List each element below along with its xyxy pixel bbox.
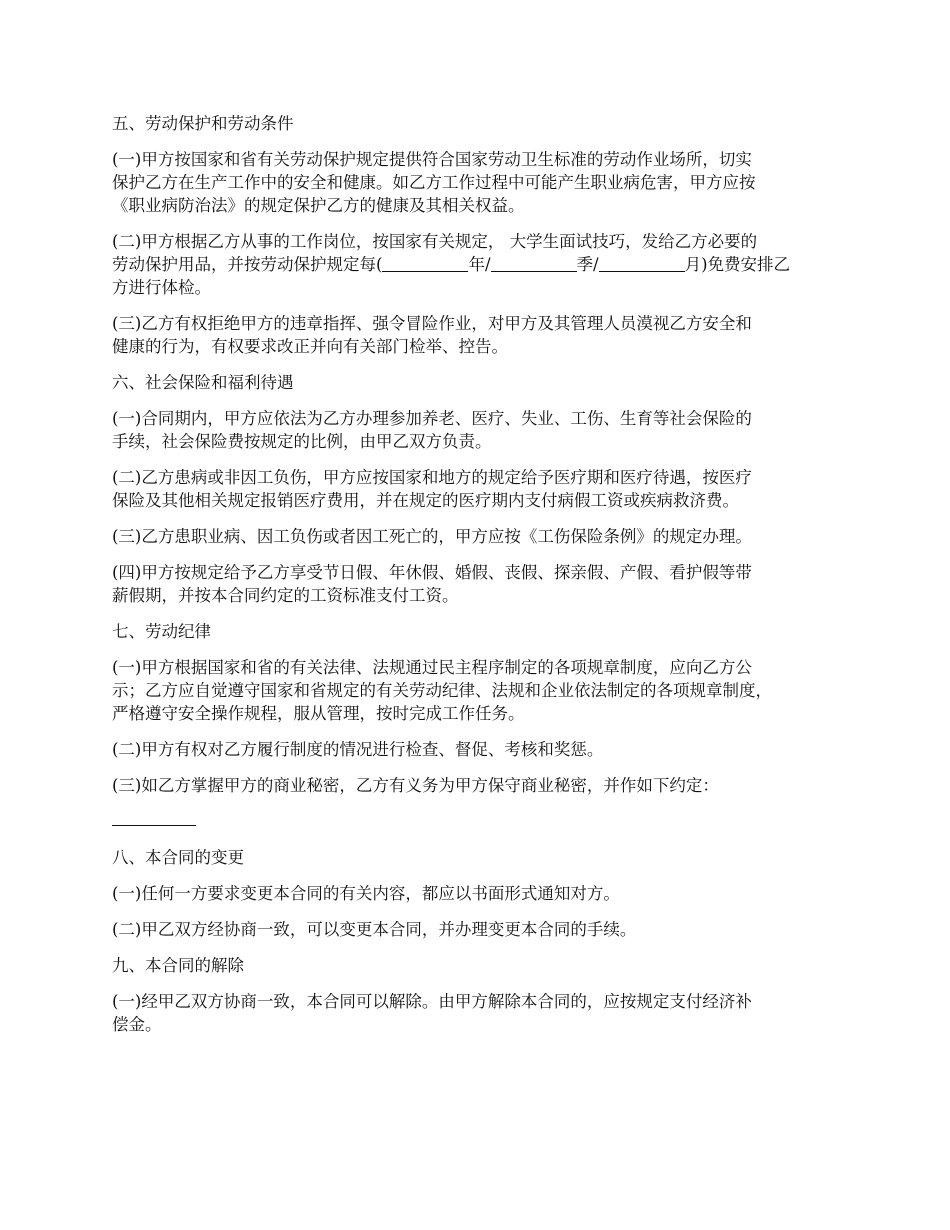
text-line: 健康的行为，有权要求改正并向有关部门检举、控告。 <box>112 337 508 356</box>
text-fragment: 年/ <box>468 255 491 274</box>
section-7-clause-2: (二)甲方有权对乙方履行制度的情况进行检查、督促、考核和奖惩。 <box>112 740 604 759</box>
text-line: (三)乙方有权拒绝甲方的违章指挥、强令冒险作业，对甲方及其管理人员漠视乙方安全和 <box>112 314 752 333</box>
text-line: (一)甲方根据国家和省的有关法律、法规通过民主程序制定的各项规章制度，应向乙方公 <box>112 658 752 677</box>
text-line: (一)甲方按国家和省有关劳动保护规定提供符合国家劳动卫生标准的劳动作业场所，切实 <box>112 150 752 169</box>
text-line: 保险及其他相关规定报销医疗费用，并在规定的医疗期内支付病假工资或疾病救济费。 <box>112 491 739 510</box>
section-9-clause-1 <box>112 990 854 1036</box>
text-line: (一)合同期内，甲方应依法为乙方办理参加养老、医疗、失业、工伤、生育等社会保险的 <box>112 409 752 428</box>
signature-blank-line[interactable] <box>112 825 196 826</box>
text-line-with-blanks <box>112 253 854 276</box>
section-6-clause-1 <box>112 407 854 453</box>
text-line: 薪假期，并按本合同约定的工资标准支付工资。 <box>112 586 459 605</box>
blank-season-field[interactable] <box>491 255 577 272</box>
section-6-clause-3: (三)乙方患职业病、因工负伤或者因工死亡的，甲方应按《工伤保险条例》的规定办理。 <box>112 527 752 546</box>
section-8-clause-1: (一)任何一方要求变更本合同的有关内容，都应以书面形式通知对方。 <box>112 884 620 903</box>
section-7-clause-1 <box>112 656 854 725</box>
blank-year-field[interactable] <box>382 255 468 272</box>
section-7-title: 七、劳动纪律 <box>112 622 211 641</box>
text-line: 示；乙方应自觉遵守国家和省规定的有关劳动纪律、法规和企业依法制定的各项规章制度， <box>112 681 772 700</box>
document-page <box>112 112 854 1049</box>
section-5-title: 五、劳动保护和劳动条件 <box>112 114 294 133</box>
text-line: (二)乙方患病或非因工负伤，甲方应按国家和地方的规定给予医疗期和医疗待遇，按医疗 <box>112 468 752 487</box>
text-line: 偿金。 <box>112 1015 162 1034</box>
section-9-title: 九、本合同的解除 <box>112 956 244 975</box>
text-fragment: 季/ <box>576 255 599 274</box>
text-line: 《职业病防治法》的规定保护乙方的健康及其相关权益。 <box>112 196 525 215</box>
section-8-title: 八、本合同的变更 <box>112 848 244 867</box>
text-fragment: 月)免费安排乙 <box>684 255 790 274</box>
text-line: (一)经甲乙双方协商一致，本合同可以解除。由甲方解除本合同的，应按规定支付经济补 <box>112 992 752 1011</box>
section-7-clause-3: (三)如乙方掌握甲方的商业秘密，乙方有义务为甲方保守商业秘密，并作如下约定： <box>112 776 719 795</box>
text-line: 方进行体检。 <box>112 278 211 297</box>
section-8-clause-2: (二)甲乙双方经协商一致，可以变更本合同，并办理变更本合同的手续。 <box>112 920 637 939</box>
text-line: 严格遵守安全操作规程，服从管理，按时完成工作任务。 <box>112 704 525 723</box>
text-line: 保护乙方在生产工作中的安全和健康。如乙方工作过程中可能产生职业病危害，甲方应按 <box>112 173 756 192</box>
section-6-clause-2 <box>112 466 854 512</box>
section-6-clause-4 <box>112 561 854 607</box>
text-line: 手续，社会保险费按规定的比例，由甲乙双方负责。 <box>112 432 492 451</box>
section-5-clause-3 <box>112 312 854 358</box>
text-line: (四)甲方按规定给予乙方享受节日假、年休假、婚假、丧假、探亲假、产假、看护假等带 <box>112 563 752 582</box>
section-5-clause-2 <box>112 230 854 299</box>
section-6-title: 六、社会保险和福利待遇 <box>112 373 294 392</box>
text-line: (二)甲方根据乙方从事的工作岗位，按国家有关规定， 大学生面试技巧，发给乙方必要的 <box>112 232 758 251</box>
text-fragment: 劳动保护用品，并按劳动保护规定每( <box>112 255 383 274</box>
blank-month-field[interactable] <box>599 255 685 272</box>
section-5-clause-1 <box>112 148 854 217</box>
